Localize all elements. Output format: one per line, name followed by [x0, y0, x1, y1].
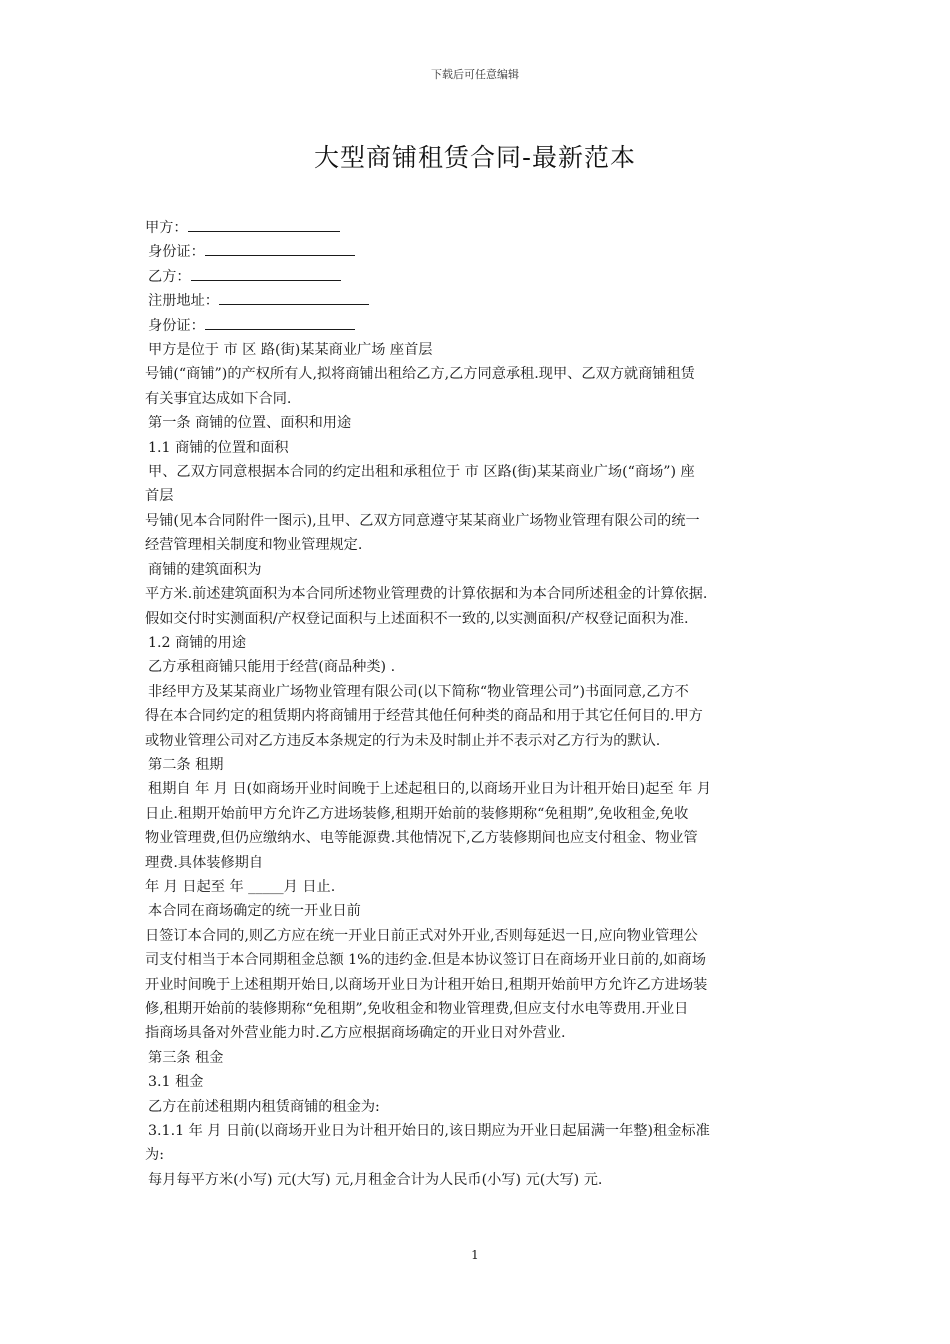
party-b-id-label: 身份证：	[148, 317, 205, 334]
text-line: 经营管理相关制度和物业管理规定.	[145, 537, 363, 554]
header-note: 下载后可任意编辑	[431, 68, 519, 81]
text-line: 非经甲方及某某商业广场物业管理有限公司(以下简称“物业管理公司”)书面同意,乙方不	[148, 683, 689, 700]
party-b-address-blank	[219, 289, 369, 305]
text-line: 平方米.前述建筑面积为本合同所述物业管理费的计算依据和为本合同所述租金的计算依据.	[145, 586, 708, 603]
party-a-id-label: 身份证：	[148, 244, 205, 261]
text-line: 物业管理费,但仍应缴纳水、电等能源费.其他情况下,乙方装修期间也应支付租金、物业管	[145, 830, 698, 847]
text-line: 假如交付时实测面积/产权登记面积与上述面积不一致的,以实测面积/产权登记面积为准.	[145, 610, 689, 627]
article-heading: 第一条 商铺的位置、面积和用途	[148, 415, 352, 432]
party-b-address-label: 注册地址：	[148, 293, 219, 310]
text-line: 日止.租期开始前甲方允许乙方进场装修,租期开始前的装修期称“免租期”,免收租金,免收	[145, 805, 689, 822]
page-number: 1	[471, 1248, 479, 1262]
section-heading: 1.1 商铺的位置和面积	[148, 439, 289, 456]
article-heading: 第三条 租金	[148, 1049, 224, 1066]
text-line: 商铺的建筑面积为	[148, 561, 262, 578]
party-b-line	[145, 265, 807, 289]
text-line: 司支付相当于本合同期租金总额 1%的违约金.但是本协议签订日在商场开业日前的,如商场	[145, 952, 706, 969]
text-line: 得在本合同约定的租赁期内将商铺用于经营其他任何种类的商品和用于其它任何目的.甲方	[145, 708, 703, 725]
party-b-label: 乙方：	[148, 268, 191, 285]
text-line: 有关事宜达成如下合同.	[145, 390, 292, 407]
party-a-line	[145, 216, 807, 240]
text-line: 为:	[145, 1147, 164, 1164]
text-line: 指商场具备对外营业能力时.乙方应根据商场确定的开业日对外营业.	[145, 1025, 566, 1042]
text-line: 理费.具体装修期自	[145, 854, 264, 871]
document-title: 大型商铺租赁合同-最新范本	[313, 143, 637, 172]
party-a-label: 甲方：	[145, 220, 188, 236]
party-b-address-line	[145, 289, 807, 313]
party-b-id-blank	[205, 314, 355, 330]
text-line: 乙方在前述租期内租赁商铺的租金为:	[148, 1098, 380, 1115]
text-line: 年 月 日起至 年 _____月 日止.	[145, 878, 336, 895]
text-line: 租期自 年 月 日(如商场开业时间晚于上述起租日的,以商场开业日为计租开始日)起至 年 月	[148, 781, 712, 798]
party-a-id-blank	[205, 240, 355, 256]
text-line: 修,租期开始前的装修期称“免租期”,免收租金和物业管理费,但应支付水电等费用.开业日	[145, 1001, 689, 1017]
text-line: 本合同在商场确定的统一开业日前	[148, 903, 361, 920]
text-line: 日签订本合同的,则乙方应在统一开业日前正式对外开业,否则每延迟一日,应向物业管理公	[145, 927, 698, 944]
contract-body	[145, 216, 807, 1192]
party-a-id-line	[145, 240, 807, 264]
text-line: 甲、乙双方同意根据本合同的约定出租和承租位于 市 区路(街)某某商业广场(“商场”) 座	[148, 464, 695, 481]
article-heading: 第二条 租期	[148, 756, 224, 773]
text-line: 或物业管理公司对乙方违反本条规定的行为未及时制止并不表示对乙方行为的默认.	[145, 732, 661, 749]
text-line: 号铺(“商铺”)的产权所有人,拟将商铺出租给乙方,乙方同意承租.现甲、乙双方就商铺租赁	[145, 366, 695, 383]
text-line: 首层	[145, 488, 174, 505]
section-heading: 3.1 租金	[148, 1074, 204, 1091]
text-line: 甲方是位于 市 区 路(街)某某商业广场 座首层	[148, 342, 433, 359]
section-heading: 1.2 商铺的用途	[148, 634, 247, 651]
text-line: 号铺(见本合同附件一图示),且甲、乙双方同意遵守某某商业广场物业管理有限公司的统一	[145, 512, 700, 529]
party-b-blank	[191, 265, 341, 281]
party-a-blank	[188, 216, 340, 232]
party-b-id-line	[145, 314, 807, 338]
text-line: 每月每平方米(小写) 元(大写) 元,月租金合计为人民币(小写) 元(大写) 元.	[148, 1171, 603, 1188]
text-line: 开业时间晚于上述租期开始日,以商场开业日为计租开始日,租期开始前甲方允许乙方进场装	[145, 976, 708, 993]
text-line: 3.1.1 年 月 日前(以商场开业日为计租开始日的,该日期应为开业日起届满一年整)租金标准	[148, 1123, 710, 1140]
text-line: 乙方承租商铺只能用于经营(商品种类) .	[148, 659, 396, 676]
